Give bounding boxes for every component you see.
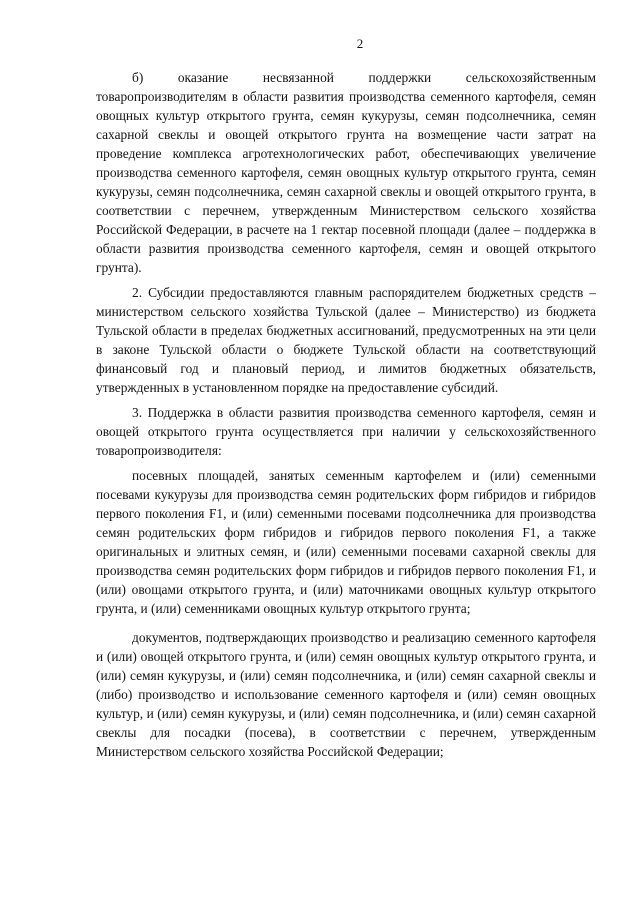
paragraph-b-support: б) оказание несвязанной поддержки сельскохозяйственным товаропроизводителям в области развития производства семенного картофеля, семян овощных культур открытого грунта, семян кукурузы, семян подсолнечника, семян сахарной свеклы и овощей открытого грунта на возмещение части затрат на проведение комплекса агротехнологических работ, обеспечивающих увеличение производства семенного картофеля, семян овощных культур открытого грунта, семян кукурузы, семян подсолнечника, семян сахарной свеклы и овощей открытого грунта, в соответствии с перечнем, утвержденным Министерством сельского хозяйства Российской Федерации, в расчете на 1 гектар посевной площади (далее – поддержка в области развития производства семенного картофеля, семян и овощей открытого грунта). — [96, 70, 596, 275]
paragraph-3-conditions: 3. Поддержка в области развития производства семенного картофеля, семян и овощей открытого грунта осуществляется при наличии у сельскохозяйственного товаропроизводителя: — [96, 405, 596, 458]
paragraph-sown-areas: посевных площадей, занятых семенным картофелем и (или) семенными посевами кукурузы для производства семян родительских форм гибридов и гибридов первого поколения F1, и (или) семенными посевами подсолнечника для производства семян родительских форм гибридов и гибридов первого поколения F1, а также оригинальных и элитных семян, и (или) семенными посевами сахарной свеклы для производства семян родительских форм гибридов и гибридов первого поколения F1, и (или) овощами открытого грунта, и (или) маточниками овощных культур открытого грунта, и (или) семенниками овощных культур открытого грунта; — [96, 468, 596, 616]
paragraph-2-subsidies: 2. Субсидии предоставляются главным распорядителем бюджетных средств – министерством сельского хозяйства Тульской (далее – Министерство) из бюджета Тульской области в пределах бюджетных ассигнований, предусмотренных на эти цели в законе Тульской области о бюджете Тульской области на соответствующий финансовый год и плановый период, и лимитов бюджетных обязательств, утвержденных в установленном порядке на предоставление субсидий. — [96, 285, 596, 395]
paragraph-documents: документов, подтверждающих производство и реализацию семенного картофеля и (или) овощей открытого грунта, и (или) семян овощных культур открытого грунта, и (или) семян кукурузы, и (или) семян подсолнечника, и (или) семян сахарной свеклы и (либо) производство и использование семенного картофеля и (или) семян овощных культур, и (или) семян кукурузы, и (или) семян подсолнечника, и (или) семян сахарной свеклы для посадки (посева), в соответствии с перечнем, утвержденным Министерством сельского хозяйства Российской Федерации; — [96, 630, 596, 759]
page-number: 2 — [356, 36, 364, 51]
document-body — [96, 68, 596, 761]
